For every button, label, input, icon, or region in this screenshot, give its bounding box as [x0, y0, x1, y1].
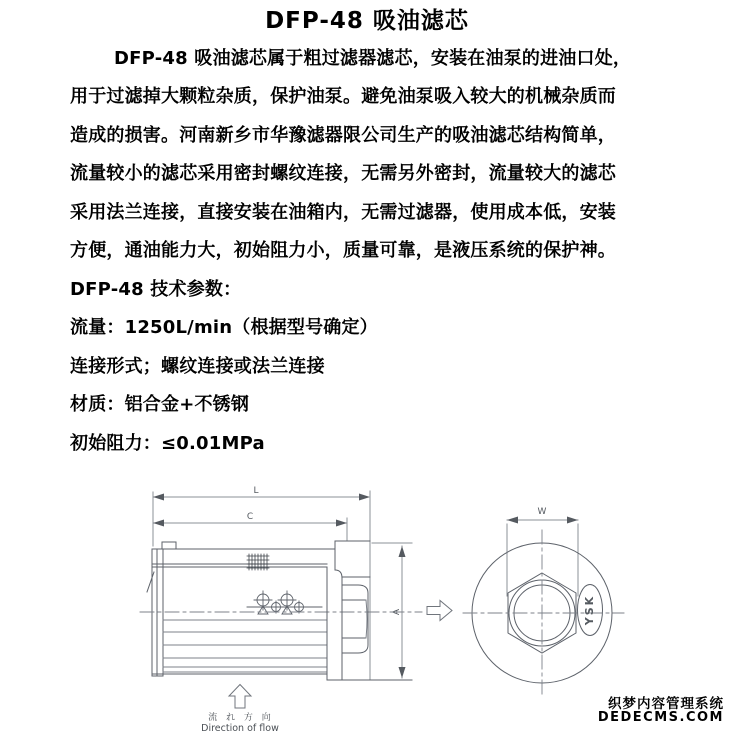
mesh-hatch [247, 554, 269, 570]
paragraph-line: 造成的损害。河南新乡市华豫滤器限公司生产的吸油滤芯结构简单， [70, 125, 616, 146]
dim-label-W: W [537, 507, 547, 517]
spec-material: 材质：铝合金+不锈钢 [70, 394, 250, 415]
paragraph-line: 流量较小的滤芯采用密封螺纹连接，无需另外密封，流量较大的滤芯 [70, 163, 616, 184]
end-view [463, 507, 624, 698]
spec-heading: DFP-48 技术参数： [70, 279, 242, 300]
paragraph-line: 用于过滤掉大颗粒杂质，保护油泵。避免油泵吸入较大的机械杂质而 [70, 86, 616, 107]
spec-connection: 连接形式；螺纹连接或法兰连接 [70, 356, 325, 377]
flow-direction [201, 685, 279, 735]
dim-label-L: L [253, 486, 259, 496]
spec-flow: 流量：1250L/min（根据型号确定） [70, 317, 378, 338]
dim-label-A: A [392, 608, 402, 616]
flow-arrow-icon [229, 685, 251, 709]
watermark-cms-domain: DEDECMS.COM [597, 710, 724, 725]
paragraph-line: 方便，通油能力大，初始阻力小，质量可靠，是液压系统的保护神。 [70, 240, 616, 261]
flow-label-en: Direction of flow [201, 723, 279, 734]
brand-label: YSK [583, 594, 596, 626]
side-view [140, 486, 422, 680]
watermark [598, 697, 724, 725]
paragraph-line: DFP-48 吸油滤芯属于粗过滤器滤芯，安装在油泵的进油口处， [114, 48, 632, 69]
page-title: DFP-48 吸油滤芯 [265, 8, 469, 34]
dimension-L [153, 491, 370, 680]
paragraph-line: 采用法兰连接，直接安装在油箱内，无需过滤器，使用成本低，安装 [70, 202, 616, 223]
dimension-W [507, 517, 578, 597]
dim-label-C: C [246, 512, 254, 522]
filter-body [147, 542, 335, 676]
view-direction-arrow-icon [427, 601, 452, 621]
hole-symbols [247, 591, 322, 614]
spec-resistance: 初始阻力：≤0.01MPa [70, 433, 265, 454]
watermark-cms-name: 织梦内容管理系统 [608, 696, 724, 712]
flow-label-jp: 流 れ 方 向 [208, 713, 274, 723]
